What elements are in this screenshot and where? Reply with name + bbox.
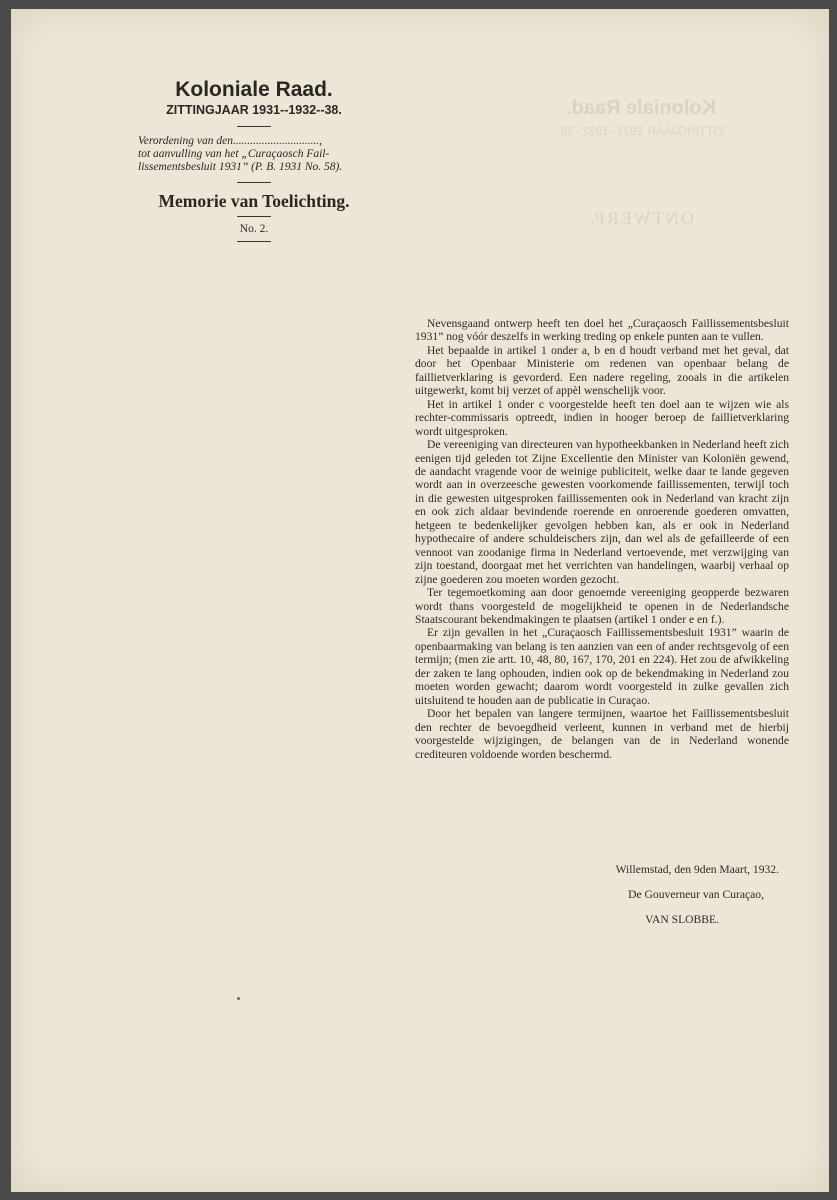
body-paragraph: Ter tegemoetkoming aan door genoemde vereeniging geopperde bezwaren wordt thans voorgesteld de mogelijkheid te openen in de Nederlandsche Staatscourant bekendmakingen te plaatsen (artikel 1 onder e en f.). — [415, 586, 789, 626]
paper-speck — [237, 997, 240, 1000]
divider — [237, 182, 271, 183]
body-paragraph: Het in artikel 1 onder c voorgestelde heeft ten doel aan te wijzen wie als rechter-commissaris optreedt, indien in hooger beroep de faillietverklaring wordt uitgesproken. — [415, 397, 789, 438]
divider — [237, 241, 271, 242]
divider — [237, 216, 271, 217]
session-year: ZITTINGJAAR 1931--1932--38. — [166, 103, 342, 117]
ordinance-line: lissementsbesluit 1931” (P. B. 1931 No. 58). — [138, 161, 343, 173]
divider — [237, 126, 271, 127]
document-number: No. 2. — [239, 223, 269, 235]
body-paragraph: Er zijn gevallen in het „Curaçaosch Faillissementsbesluit 1931” waarin de openbaarmaking van belang is ten aanzien van een of ander rechtsgevolg of een termijn; (men zie artt. 10, 48, 80, 167, 170, 201 en 224). Het zou de afwikkeling der zaken te lang ophouden, indien ook op de bekendmaking in Nederland zou moeten worden gewacht; daarom wordt voorgesteld in zulke gevallen zich uitsluitend te houden aan de publicatie in Curaçao. — [415, 626, 789, 707]
signatory-name: VAN SLOBBE. — [645, 913, 719, 926]
document-heading: Memorie van Toelichting. — [158, 191, 350, 211]
governor-title: De Gouverneur van Curaçao, — [628, 888, 764, 901]
reverse-side-bleed-through: Koloniale Raad. ZITTINGJAAR 1931--1932--38. ONTWERP. — [557, 97, 725, 228]
place-and-date: Willemstad, den 9den Maart, 1932. — [615, 863, 779, 876]
body-paragraph: Nevensgaand ontwerp heeft ten doel het „Curaçaosch Faillissementsbesluit 1931” nog vóór deszelfs in werking treding op enkele punten aan te vullen. — [415, 317, 789, 344]
council-title: Koloniale Raad. — [175, 78, 333, 101]
ordinance-line: Verordening van den.............................., — [138, 135, 323, 147]
body-paragraph: De vereeniging van directeuren van hypotheekbanken in Nederland heeft zich eenigen tijd geleden tot Zijne Excellentie den Minister van Koloniën gewend, de aandacht vragende voor de weinige publiciteit, welke daar te lande gegeven wordt aan in overzeesche gewesten voorkomende faillissementen, terwijl toch in die gewesten uitgesproken faillissementen ook in Nederland van kracht zijn en ook zich aldaar bevindende roerende en onroerende goederen omvatten, hetgeen te bedenkelijker gevolgen hebben kan, als er ook in Nederland hypothecaire of andere schuldeischers zijn, dan wel als de gefailleerde of een vennoot van zoodanige firma in Nederland vertoevende, met verzwijging van zijn toestand, doorgaat met het verrichten van handelingen, waarbij verhaal op zijne goederen zou moeten worden gezocht. — [415, 438, 789, 586]
explanatory-memorandum-body — [415, 317, 789, 761]
body-paragraph: Door het bepalen van langere termijnen, waartoe het Faillissementsbesluit den rechter de bevoegdheid verleent, kunnen in verband met de hierbij voorgestelde wijzigingen, de belangen van de in Nederland wonende crediteuren voldoende worden beschermd. — [415, 707, 789, 761]
document-header — [120, 78, 388, 250]
ordinance-line: tot aanvulling van het „Curaçaosch Fail- — [138, 148, 330, 160]
body-paragraph: Het bepaalde in artikel 1 onder a, b en d houdt verband met het geval, dat door het Openbaar Ministerie om redenen van openbaar belang de faillietverklaring is gevorderd. Een nadere regeling, zooals in die artikelen uitgewerkt, komt bij verzet of appèl wenschelijk voor. — [415, 343, 789, 398]
ordinance-reference — [120, 135, 388, 174]
